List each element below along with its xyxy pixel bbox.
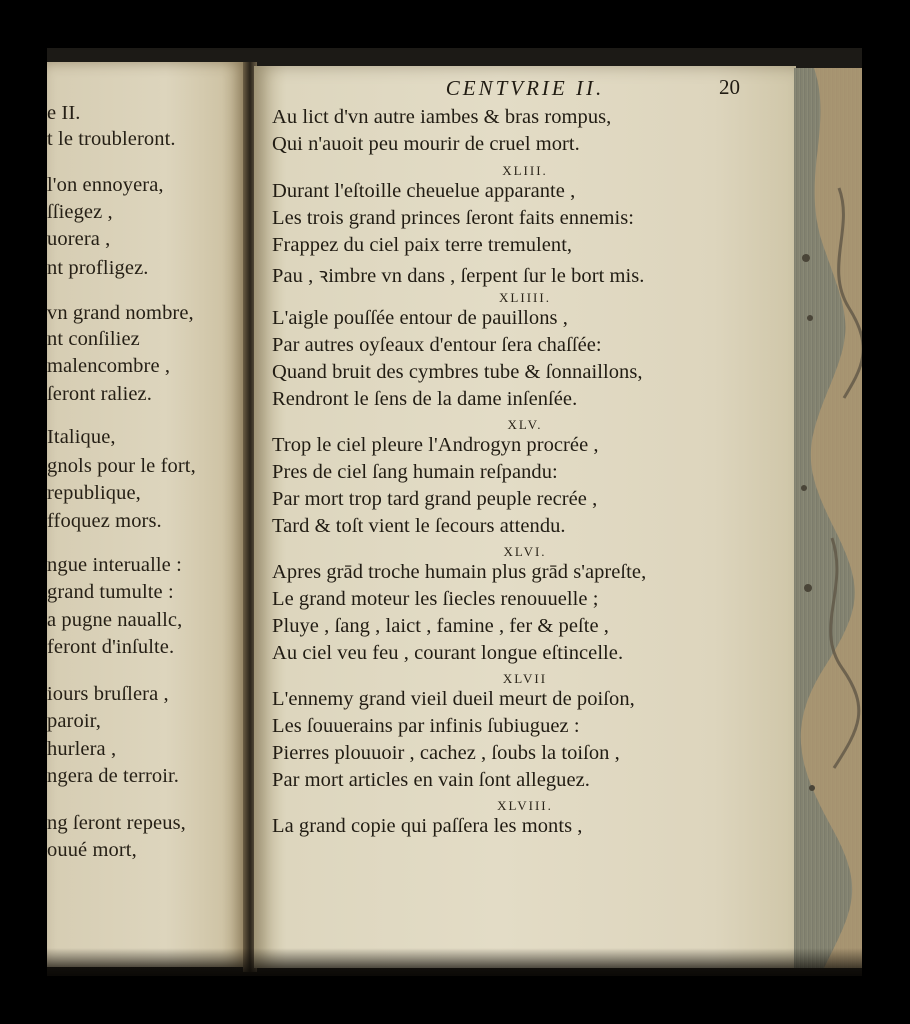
verse-line: Pluye , ſang , laict , famine , fer & peſte , (272, 615, 609, 637)
running-head: CENTVRIE II. (445, 76, 605, 100)
quatrain-number: XLV. (507, 417, 543, 432)
left-line: ſeront raliez. (47, 383, 152, 405)
verse-line: Le grand moteur les ſiecles renouuelle ; (272, 588, 599, 610)
left-line: t le troubleront. (47, 128, 176, 150)
left-line: ſſiegez , (47, 201, 113, 223)
verse-line: Quand bruit des cymbres tube & ſonnaillons, (272, 361, 643, 383)
verse-line: Les ſouuerains par infinis ſubiuguez : (272, 715, 580, 737)
verse-line: Pres de ciel ſang humain reſpandu: (272, 461, 558, 483)
bottom-shadow (47, 948, 862, 976)
verse-line: Pau , ꝛimbre vn dans , ſerpent ſur le bort mis. (272, 265, 645, 287)
verse-line: Par autres oyſeaux d'entour ſera chaſſée: (272, 334, 602, 356)
right-page (254, 66, 796, 968)
verse-line: Apres grād troche humain plus grād s'apreſte, (272, 561, 647, 583)
page-edges-marbled (794, 68, 862, 968)
left-line: l'on ennoyera, (47, 174, 164, 196)
quatrain-number: XLVIII. (497, 798, 553, 813)
left-line: ngue interualle : (47, 554, 182, 576)
verse-line: La grand copie qui paſſera les monts , (272, 815, 583, 837)
verse-line: Par mort articles en vain ſont alleguez. (272, 769, 590, 791)
verse-line: Tard & toſt vient le ſecours attendu. (272, 515, 566, 537)
quatrain-number: XLVII (502, 671, 548, 686)
book-photograph (47, 48, 862, 976)
left-line: iours bruſlera , (47, 683, 169, 705)
marbling-pattern (794, 68, 862, 968)
left-line: hurlera , (47, 738, 117, 760)
left-line: Italique, (47, 426, 116, 448)
verse-line: Au lict d'vn autre iambes & bras rompus, (272, 106, 612, 128)
left-line: paroir, (47, 710, 101, 732)
left-line: a pugne nauallc, (47, 609, 183, 631)
left-line: uorera , (47, 228, 111, 250)
left-line: nt profligez. (47, 257, 149, 279)
left-page (47, 62, 245, 967)
verse-line: L'aigle pouſſée entour de pauillons , (272, 307, 568, 329)
quatrain-number: XLVI. (503, 544, 547, 559)
verse-line: L'ennemy grand vieil dueil meurt de poiſon, (272, 688, 635, 710)
left-line: gnols pour le fort, (47, 455, 196, 477)
left-line: ngera de terroir. (47, 765, 180, 787)
left-line: republique, (47, 482, 141, 504)
left-line: ouué mort, (47, 839, 137, 861)
verse-line: Durant l'eſtoille cheuelue apparante , (272, 180, 576, 202)
page-number: 20 (719, 75, 740, 99)
verse-line: Trop le ciel pleure l'Androgyn procrée , (272, 434, 599, 456)
quatrain-number: XLIII. (502, 163, 548, 178)
verse-line: Qui n'auoit peu mourir de cruel mort. (272, 133, 580, 155)
left-line: feront d'inſulte. (47, 636, 175, 658)
verse-line: Rendront le ſens de la dame inſenſée. (272, 388, 578, 410)
verse-line: Par mort trop tard grand peuple recrée , (272, 488, 598, 510)
verse-line: Les trois grand princes ſeront faits ennemis: (272, 207, 635, 229)
quatrain-number: XLIIII. (499, 290, 551, 305)
verse-line: Frappez du ciel paix terre tremulent, (272, 234, 573, 256)
verse-line: Au ciel veu feu , courant longue eſtincelle. (272, 642, 624, 664)
left-line: e II. (47, 102, 81, 124)
left-line: malencombre , (47, 355, 171, 377)
left-line: grand tumulte : (47, 581, 174, 603)
verse-line: Pierres plouuoir , cachez , ſoubs la toiſon , (272, 742, 620, 764)
left-line: ng ſeront repeus, (47, 812, 186, 834)
left-line: nt conſiliez (47, 328, 140, 350)
left-line: ffoquez mors. (47, 510, 162, 532)
left-line: vn grand nombre, (47, 302, 194, 324)
